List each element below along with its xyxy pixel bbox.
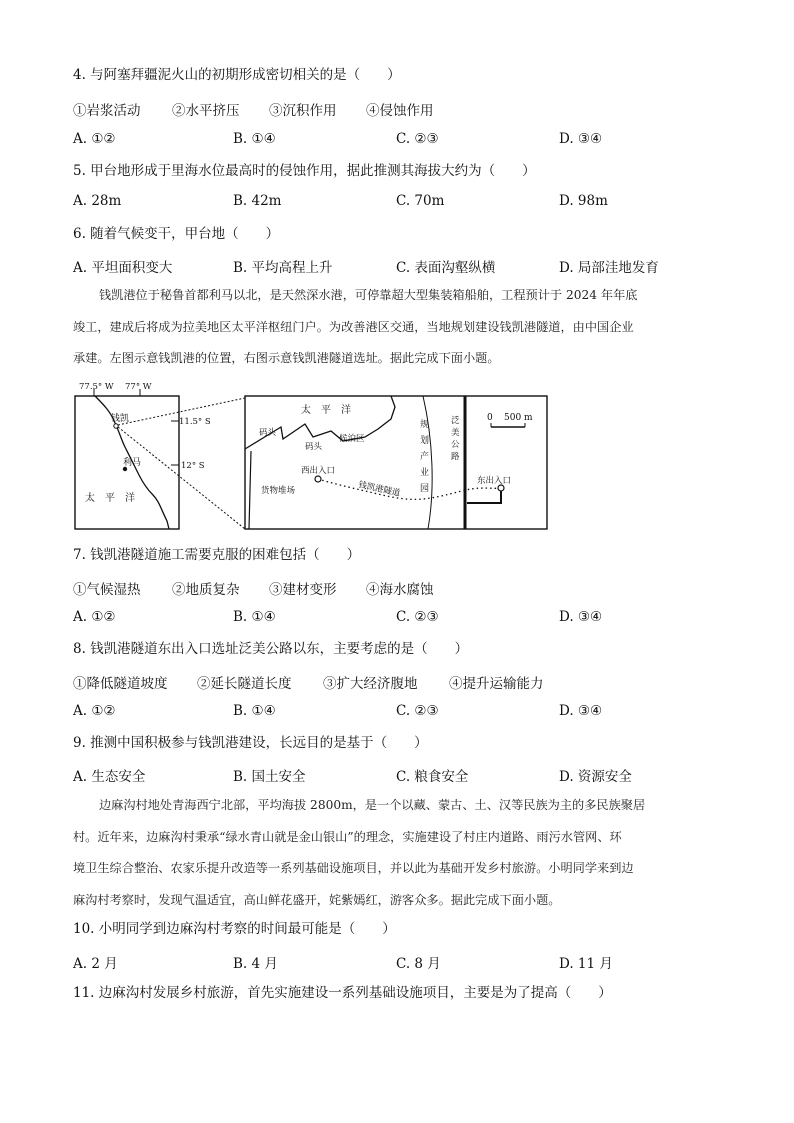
q6-option-a: A. 平坦面积变大 <box>73 260 173 276</box>
scale-length-label: 500 m <box>504 413 533 423</box>
west-entry-label: 西出入口 <box>301 466 336 476</box>
passage-line: 边麻沟村地处青海西宁北部，平均海拔 2800m，是一个以藏、蒙古、土、汉等民族为主的多民族聚居 <box>99 798 646 812</box>
lon1-label: 77.5° W <box>79 382 114 392</box>
q7-item-2: ②地质复杂 <box>172 582 240 598</box>
lon2-label: 77° W <box>125 382 152 392</box>
q8-options <box>73 703 733 721</box>
q7-stem: 7. 钱凯港隧道施工需要克服的困难包括（ ） <box>73 547 361 563</box>
q5-option-d: D. 98m <box>559 193 608 209</box>
q6-stem: 6. 随着气候变干，甲台地（ ） <box>73 226 280 242</box>
q4-item-1: ①岩浆活动 <box>73 103 141 119</box>
passage-line: 承建。左图示意钱凯港的位置，右图示意钱凯港隧道选址。据此完成下面小题。 <box>73 351 500 365</box>
q7-options <box>73 609 733 627</box>
q6-option-c: C. 表面沟壑纵横 <box>396 260 496 276</box>
q8-stem: 8. 钱凯港隧道东出入口选址泛美公路以东，主要考虑的是（ ） <box>73 641 469 657</box>
connector-bottom <box>118 427 245 529</box>
q5-stem: 5. 甲台地形成于里海水位最高时的侵蚀作用，据此推测其海拔大约为（ ） <box>73 163 536 179</box>
q8-item-1: ①降低隧道坡度 <box>73 676 168 692</box>
q4-option-c: C. ②③ <box>396 131 439 147</box>
dock2-label: 码头 <box>305 442 323 452</box>
passage-qiankai <box>73 280 721 375</box>
q9-option-c: C. 粮食安全 <box>396 769 469 785</box>
q8-option-d: D. ③④ <box>559 703 603 719</box>
q6-option-d: D. 局部洼地发育 <box>559 260 659 276</box>
passage-line: 境卫生综合整治、农家乐提升改造等一系列基础设施项目，并以此为基础开发乡村旅游。小明同学来到边 <box>73 861 634 875</box>
q7-option-d: D. ③④ <box>559 609 603 625</box>
left-ocean-label: 太 平 洋 <box>85 493 135 504</box>
q10-stem: 10. 小明同学到边麻沟村考察的时间最可能是（ ） <box>73 921 396 937</box>
q7-option-c: C. ②③ <box>396 609 439 625</box>
passage-bianmagou <box>73 790 721 916</box>
lat2-label: 12° S <box>181 461 205 471</box>
passage-line: 麻沟村考察时，发现气温适宜，高山鲜花盛开，姹紫嫣红，游客众多。据此完成下面小题。 <box>73 892 561 907</box>
q9-option-b: B. 国土安全 <box>233 769 306 785</box>
q7-items <box>73 578 733 596</box>
q10-options <box>73 952 733 970</box>
highway-char-2: 美 <box>451 428 460 438</box>
qiankai-map-figure <box>73 379 551 534</box>
lima-label: 利马 <box>123 458 142 468</box>
highway-char-4: 路 <box>451 452 460 462</box>
west-entry-marker <box>315 476 321 482</box>
tunnel-line <box>318 479 501 499</box>
right-ocean-label: 太 平 洋 <box>301 405 351 416</box>
q7-option-b: B. ①④ <box>233 609 276 625</box>
q8-item-2: ②延长隧道长度 <box>197 676 292 692</box>
q4-stem: 4. 与阿塞拜疆泥火山的初期形成密切相关的是（ ） <box>73 67 401 83</box>
passage-line: 村。近年来，边麻沟村秉承“绿水青山就是金山银山”的理念，实施建设了村庄内道路、雨污水管网、环 <box>73 829 622 844</box>
q4-option-d: D. ③④ <box>559 131 603 147</box>
q5-option-b: B. 42m <box>233 193 282 209</box>
right-map-frame <box>245 396 547 529</box>
berth-label: 候泊区 <box>339 434 365 444</box>
dock1-label: 码头 <box>259 428 277 438</box>
q7-item-1: ①气候湿热 <box>73 582 141 598</box>
q4-option-b: B. ①④ <box>233 131 276 147</box>
industrial-boundary <box>423 396 432 529</box>
q5-option-c: C. 70m <box>396 193 445 209</box>
q8-item-4: ④提升运输能力 <box>449 676 544 692</box>
qiankai-label: 钱凯 <box>111 414 130 424</box>
q7-option-a: A. ①② <box>73 609 116 625</box>
industrial-char-4: 业 <box>420 468 430 478</box>
q7-item-4: ④海水腐蚀 <box>366 582 434 598</box>
q4-options <box>73 131 733 149</box>
cargo-label: 货物堆场 <box>261 486 296 496</box>
passage-line: 钱凯港位于秘鲁首都利马以北，是天然深水港，可停靠超大型集装箱船舶，工程预计于 2024 年年底 <box>99 288 638 302</box>
industrial-char-2: 划 <box>420 436 430 446</box>
tunnel-label: 钱凯港隧道 <box>357 480 402 499</box>
map-svg <box>73 379 551 534</box>
industrial-char-5: 园 <box>420 484 430 494</box>
q4-item-3: ③沉积作用 <box>269 103 337 119</box>
q10-option-c: C. 8 月 <box>396 956 441 972</box>
left-map <box>75 382 211 529</box>
q9-options <box>73 765 733 783</box>
q10-option-a: A. 2 月 <box>73 956 118 972</box>
east-entry-label: 东出入口 <box>477 476 512 486</box>
q8-item-3: ③扩大经济腹地 <box>323 676 418 692</box>
q10-option-b: B. 4 月 <box>233 956 278 972</box>
scale-zero-label: 0 <box>487 413 493 423</box>
coast-west <box>249 451 251 529</box>
q4-item-4: ④侵蚀作用 <box>366 103 434 119</box>
q8-option-c: C. ②③ <box>396 703 439 719</box>
q4-item-2: ②水平挤压 <box>172 103 240 119</box>
q4-option-a: A. ①② <box>73 131 116 147</box>
q4-items <box>73 99 733 117</box>
q10-option-d: D. 11 月 <box>559 956 613 972</box>
q9-stem: 9. 推测中国积极参与钱凯港建设，长远目的是基于（ ） <box>73 735 428 751</box>
q5-option-a: A. 28m <box>73 193 122 209</box>
lat1-label: 11.5° S <box>179 417 211 427</box>
q6-option-b: B. 平均高程上升 <box>233 260 333 276</box>
right-map <box>245 396 547 529</box>
highway-char-3: 公 <box>451 440 460 450</box>
east-access-road <box>467 491 501 503</box>
q5-options <box>73 193 733 211</box>
industrial-char-3: 产 <box>420 452 430 462</box>
passage-line: 竣工，建成后将成为拉美地区太平洋枢纽门户。为改善港区交通，当地规划建设钱凯港隧道，由中国企业 <box>73 319 634 334</box>
qiankai-marker <box>114 424 118 428</box>
industrial-char-1: 规 <box>420 420 430 430</box>
highway-char-1: 泛 <box>451 416 460 426</box>
q8-option-a: A. ①② <box>73 703 116 719</box>
q8-option-b: B. ①④ <box>233 703 276 719</box>
q7-item-3: ③建材变形 <box>269 582 337 598</box>
q11-stem: 11. 边麻沟村发展乡村旅游，首先实施建设一系列基础设施项目，主要是为了提高（ ） <box>73 985 612 1001</box>
q9-option-a: A. 生态安全 <box>73 769 146 785</box>
q8-items <box>73 672 733 690</box>
q6-options <box>73 256 733 274</box>
q9-option-d: D. 资源安全 <box>559 769 632 785</box>
